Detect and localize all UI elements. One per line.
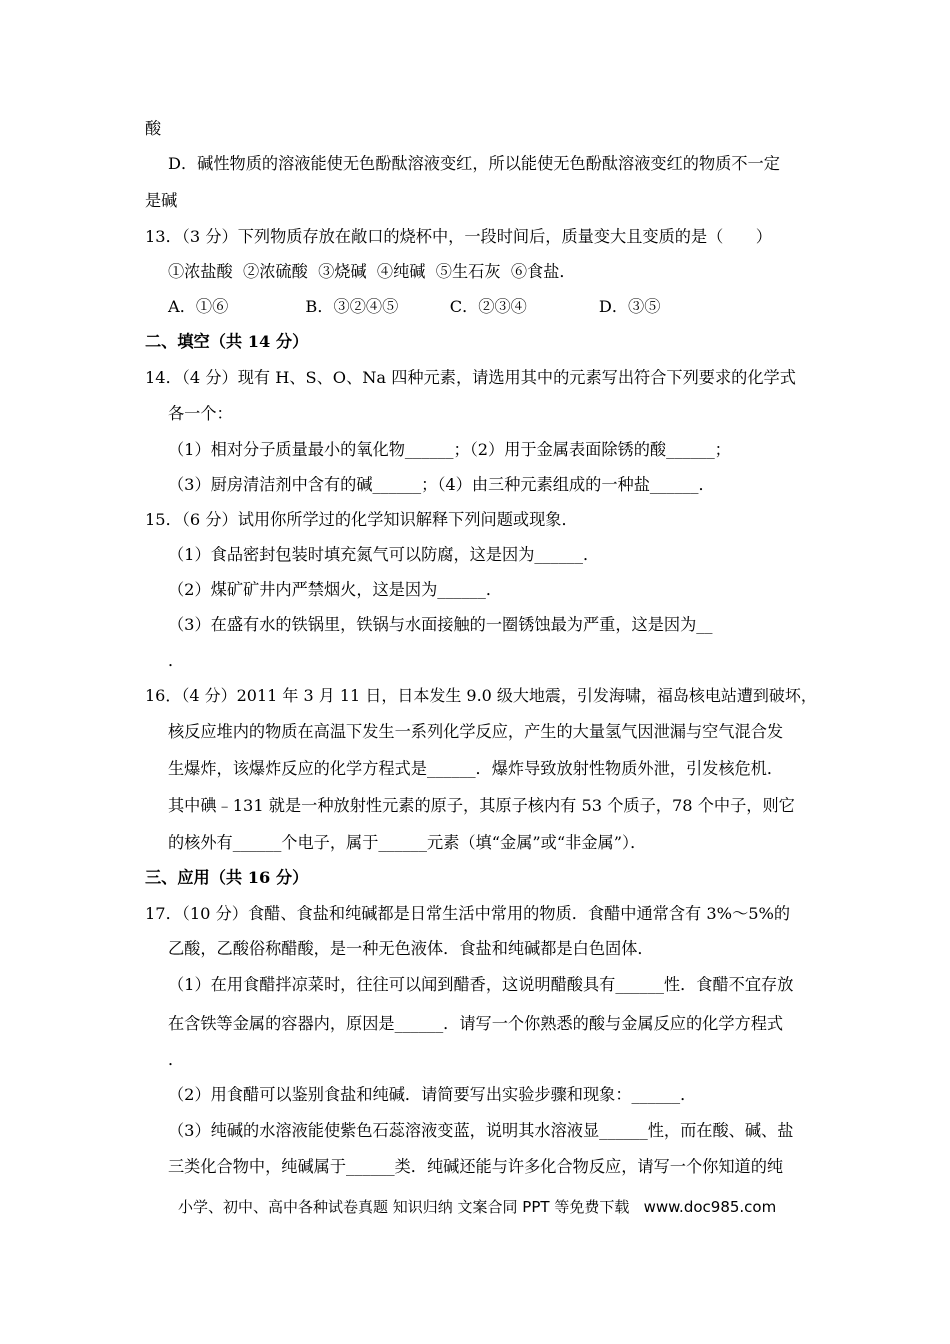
text-line: 各一个： [168,404,233,423]
text-line: （2）用食醋可以鉴别食盐和纯碱．请简要写出实验步骤和现象：______． [168,1085,697,1104]
text-line: ． [168,651,185,670]
text-line: （1）相对分子质量最小的氧化物______；（2）用于金属表面除锈的酸______； [168,440,731,459]
text-line: 其中碘﹣131 就是一种放射性元素的原子，其原子核内有 53 个质子，78 个中子，则它 [168,796,795,815]
text-line: 生爆炸，该爆炸反应的化学方程式是______．爆炸导致放射性物质外泄，引发核危机． [168,759,784,778]
text-line: （1）在用食醋拌凉菜时，往往可以闻到醋香，这说明醋酸具有______性．食醋不宜存放 [168,975,794,994]
text-line: （3）在盛有水的铁锅里，铁锅与水面接触的一圈锈蚀最为严重，这是因为__ [168,615,713,634]
text-line: 三类化合物中，纯碱属于______类．纯碱还能与许多化合物反应，请写一个你知道的纯 [168,1157,784,1176]
question-16: 16．（4 分）2011 年 3 月 11 日，日本发生 9.0 级大地震，引发海啸，福岛核电站遭到破坏， [145,686,817,705]
section-fill-in: 二、填空（共 14 分） [145,332,309,351]
page-footer: 小学、初中、高中各种试卷真题 知识归纳 文案合同 PPT 等免费下载 www.doc985.com [178,1198,777,1216]
text-line: 是碱 [145,191,178,210]
section-application: 三、应用（共 16 分） [145,868,309,887]
question-17: 17．（10 分）食醋、食盐和纯碱都是日常生活中常用的物质．食醋中通常含有 3%～5%的 [145,904,791,923]
text-line: 在含铁等金属的容器内，原因是______．请写一个你熟悉的酸与金属反应的化学方程式 [168,1014,784,1033]
text-line: 乙酸，乙酸俗称醋酸，是一种无色液体．食盐和纯碱都是白色固体． [168,939,654,958]
question-13: 13．（3 分）下列物质存放在敞口的烧杯中，一段时间后，质量变大且变质的是（ ） [145,227,772,246]
question-13-options: A．①⑥ B．③②④⑤ C．②③④ D．③⑤ [168,297,661,316]
text-line: （2）煤矿矿井内严禁烟火，这是因为______． [168,580,503,599]
question-13-items: ①浓盐酸 ②浓硫酸 ③烧碱 ④纯碱 ⑤生石灰 ⑥食盐． [168,262,576,281]
option-d: D．碱性物质的溶液能使无色酚酞溶液变红，所以能使无色酚酞溶液变红的物质不一定 [168,154,780,173]
text-line: 的核外有______个电子，属于______元素（填“金属”或“非金属”）． [168,833,647,852]
question-15: 15．（6 分）试用你所学过的化学知识解释下列问题或现象． [145,510,578,529]
text-line: （3）厨房清洁剂中含有的碱______；（4）由三种元素组成的一种盐______． [168,475,715,494]
text-line: 酸 [145,119,162,138]
text-line: 核反应堆内的物质在高温下发生一系列化学反应，产生的大量氢气因泄漏与空气混合发 [168,722,784,741]
text-line: ． [168,1050,185,1069]
question-14: 14．（4 分）现有 H、S、O、Na 四种元素，请选用其中的元素写出符合下列要求的化学式 [145,368,796,387]
text-line: （3）纯碱的水溶液能使紫色石蕊溶液变蓝，说明其水溶液显______性，而在酸、碱、盐 [168,1121,794,1140]
text-line: （1）食品密封包装时填充氮气可以防腐，这是因为______． [168,545,600,564]
